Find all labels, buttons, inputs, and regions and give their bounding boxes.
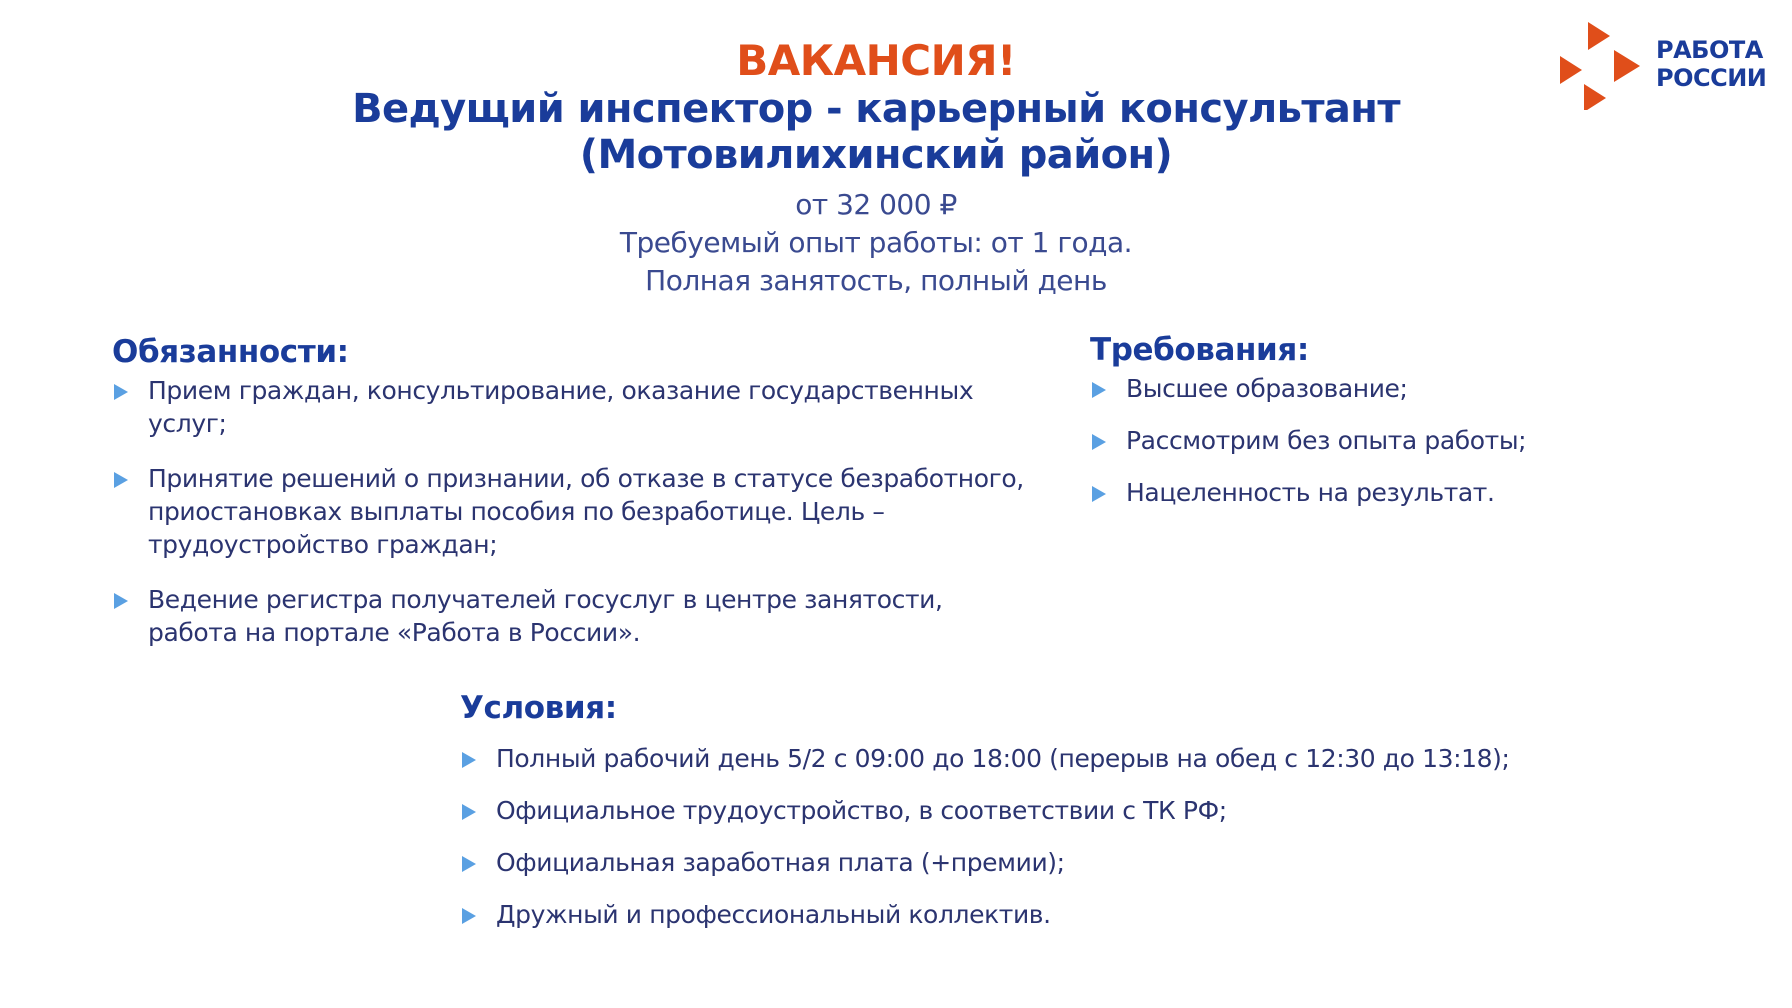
list-item: Официальное трудоустройство, в соответствии с ТК РФ;	[460, 794, 1780, 827]
bullet-triangle-icon	[462, 752, 476, 768]
bullet-triangle-icon	[1092, 382, 1106, 398]
duties-title: Обязанности:	[112, 334, 349, 370]
list-item: Ведение регистра получателей госуслуг в центре занятости, работа на портале «Работа в России».	[112, 583, 1032, 649]
list-item: Полный рабочий день 5/2 с 09:00 до 18:00 (перерыв на обед с 12:30 до 13:18);	[460, 742, 1780, 775]
list-item: Высшее образование;	[1090, 372, 1730, 405]
list-item: Дружный и профессиональный коллектив.	[460, 898, 1780, 931]
experience: Требуемый опыт работы: от 1 года.	[619, 226, 1133, 259]
vacancy-badge: ВАКАНСИЯ!	[736, 36, 1016, 85]
logo-text	[1656, 36, 1766, 92]
bullet-triangle-icon	[1092, 434, 1106, 450]
list-item: Принятие решений о признании, об отказе в статусе безработного, приостановках выплаты пособия по безработице. Цель – трудоустройство граждан;	[112, 462, 1032, 561]
job-title-line-2: (Мотовилихинский район)	[579, 132, 1173, 178]
logo-line-2: РОССИИ	[1656, 64, 1767, 92]
bullet-triangle-icon	[462, 908, 476, 924]
list-item: Прием граждан, консультирование, оказание государственных услуг;	[112, 374, 1032, 440]
conditions-list	[460, 742, 1780, 950]
bullet-triangle-icon	[462, 856, 476, 872]
rabota-rossii-logo	[1560, 22, 1780, 112]
bullet-triangle-icon	[1092, 486, 1106, 502]
bullet-triangle-icon	[114, 472, 128, 488]
requirements-list	[1090, 372, 1730, 528]
bullet-triangle-icon	[462, 804, 476, 820]
bullet-triangle-icon	[114, 384, 128, 400]
list-item: Рассмотрим без опыта работы;	[1090, 424, 1730, 457]
job-title-line-1: Ведущий инспектор - карьерный консультант	[352, 86, 1400, 132]
employment-type: Полная занятость, полный день	[645, 264, 1107, 297]
list-item: Официальная заработная плата (+премии);	[460, 846, 1780, 879]
duties-list	[112, 374, 1032, 671]
list-item: Нацеленность на результат.	[1090, 476, 1730, 509]
vacancy-header	[228, 36, 1524, 300]
salary: от 32 000 ₽	[795, 188, 957, 221]
logo-arrows-icon	[1560, 22, 1648, 110]
requirements-title: Требования:	[1090, 332, 1309, 368]
logo-line-1: РАБОТА	[1656, 36, 1763, 64]
bullet-triangle-icon	[114, 593, 128, 609]
conditions-title: Условия:	[460, 690, 617, 726]
